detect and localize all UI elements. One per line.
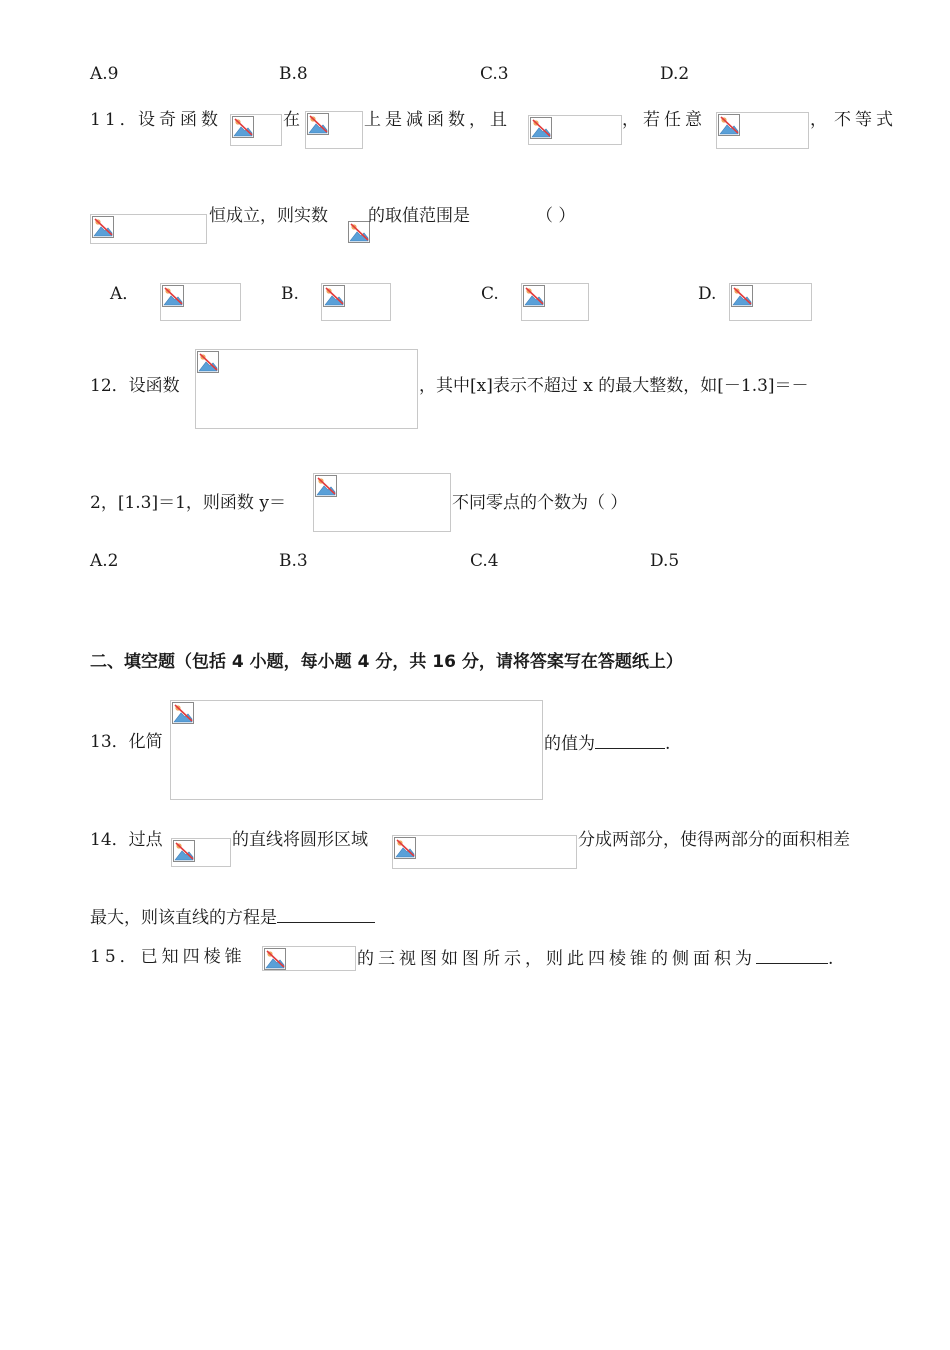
formula-image <box>90 214 207 244</box>
q11-option-c-image <box>521 283 589 321</box>
broken-image-icon <box>197 351 219 373</box>
q14-text-3: 分成两部分，使得两部分的面积相差 <box>578 830 850 850</box>
q12-option-b: B.3 <box>279 551 308 571</box>
q12-text-4: 不同零点的个数为（ ） <box>452 493 628 513</box>
q11-option-a-label: A． <box>110 284 140 304</box>
q13-text-2 <box>544 732 670 754</box>
q10-option-a: A.9 <box>90 64 119 84</box>
broken-image-icon <box>232 116 254 138</box>
q12-text-1: 12．设函数 <box>90 376 180 396</box>
broken-image-icon <box>92 216 114 238</box>
q12-option-a: A.2 <box>90 551 119 571</box>
q14-text-1: 14．过点 <box>90 830 163 850</box>
broken-image-icon <box>173 840 195 862</box>
q10-option-d: D.2 <box>660 64 690 84</box>
q11-option-d-image <box>729 283 812 321</box>
formula-image <box>313 473 451 532</box>
answer-blank <box>756 947 828 964</box>
q14-text-2: 的直线将圆形区域 <box>232 830 368 850</box>
broken-image-icon <box>394 837 416 859</box>
q12-text-2: ，其中[x]表示不超过 x 的最大整数，如[－1.3]＝－ <box>419 376 809 396</box>
q11-option-d-label: D. <box>698 284 717 304</box>
broken-image-icon <box>315 475 337 497</box>
q11-text-6: 不等式 <box>834 110 897 130</box>
q11-option-c-label: C. <box>481 284 499 304</box>
broken-image-icon <box>307 113 329 135</box>
q13-text-1: 13．化简 <box>90 732 163 752</box>
formula-image <box>170 700 543 800</box>
q11-option-a-image <box>160 283 241 321</box>
formula-image <box>171 838 231 867</box>
section-heading: 二、填空题（包括 4 小题，每小题 4 分，共 16 分，请将答案写在答题纸上） <box>90 652 683 672</box>
q13-end: . <box>665 734 671 754</box>
q11-text-7: 恒成立，则实数 <box>209 206 328 226</box>
broken-image-icon <box>172 702 194 724</box>
q11-text-1: 设奇函数 <box>138 110 222 130</box>
broken-image-icon <box>323 285 345 307</box>
broken-image-icon <box>162 285 184 307</box>
q15-text-1: 15．已知四棱锥 <box>90 947 246 967</box>
q11-number: 11． <box>90 110 141 130</box>
q12-text-3: 2，[1.3]＝1，则函数 y＝ <box>90 493 286 513</box>
answer-blank <box>595 732 665 749</box>
q11-text-4: ，若任意 <box>622 110 706 130</box>
formula-image <box>305 111 363 149</box>
broken-image-icon <box>348 221 370 243</box>
formula-image <box>392 835 577 869</box>
q14-text-4 <box>90 906 375 928</box>
q11-text-2: 在 <box>283 110 300 130</box>
formula-image <box>195 349 418 429</box>
formula-image <box>230 114 282 146</box>
q15-end: . <box>828 949 838 969</box>
q11-option-b-label: B. <box>281 284 299 304</box>
q15-text-2 <box>357 947 837 969</box>
formula-image <box>262 946 356 971</box>
q12-option-c: C.4 <box>470 551 499 571</box>
q10-option-b: B.8 <box>279 64 308 84</box>
q15-text-2-label: 的三视图如图所示，则此四棱锥的侧面积为 <box>357 949 756 969</box>
formula-image <box>348 221 368 241</box>
answer-blank <box>277 906 375 923</box>
formula-image <box>528 115 622 145</box>
broken-image-icon <box>731 285 753 307</box>
broken-image-icon <box>718 114 740 136</box>
broken-image-icon <box>523 285 545 307</box>
q11-text-3: 上是减函数，且 <box>364 110 511 130</box>
broken-image-icon <box>530 117 552 139</box>
q11-answer-paren: （ ） <box>536 206 576 226</box>
q14-text-4-label: 最大，则该直线的方程是 <box>90 908 277 928</box>
q10-option-c: C.3 <box>480 64 509 84</box>
q13-text-2-label: 的值为 <box>544 734 595 754</box>
formula-image <box>716 112 809 149</box>
q12-option-d: D.5 <box>650 551 680 571</box>
broken-image-icon <box>264 948 286 970</box>
q11-option-b-image <box>321 283 391 321</box>
q11-text-5: ， <box>810 110 827 130</box>
q11-text-8: 的取值范围是 <box>368 206 470 226</box>
